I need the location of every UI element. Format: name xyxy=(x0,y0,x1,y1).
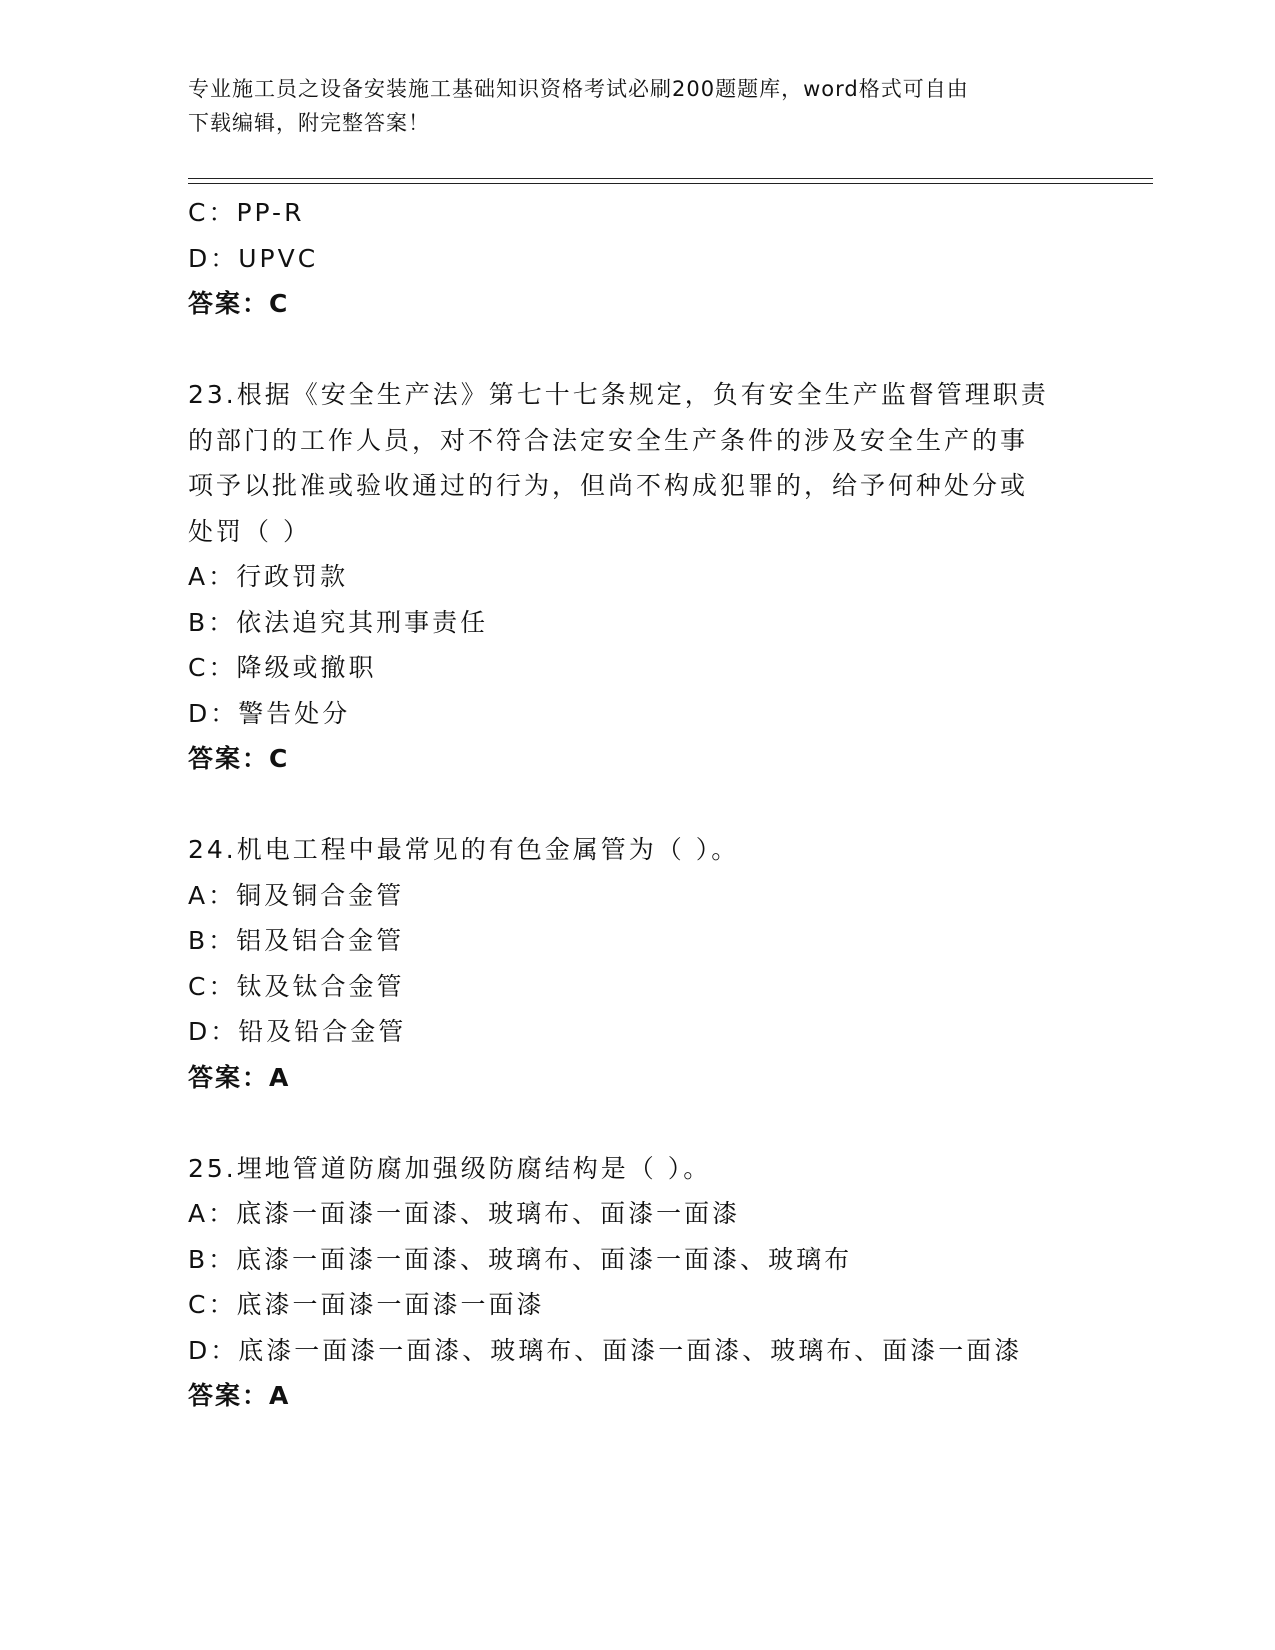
previous-question-tail xyxy=(188,190,1088,327)
answer-label: 答案：C xyxy=(188,289,290,318)
header-line: 专业施工员之设备安装施工基础知识资格考试必刷200题题库，word格式可自由 xyxy=(188,77,969,101)
option-c: C：钛及钛合金管 xyxy=(188,971,405,1001)
answer-label: 答案：A xyxy=(188,1062,291,1092)
option-d: D：UPVC xyxy=(188,243,319,273)
option-c: C：PP-R xyxy=(188,198,305,227)
header-divider xyxy=(188,178,1153,179)
question-25 xyxy=(188,1146,1088,1419)
question-23 xyxy=(188,372,1088,782)
question-text: 24.机电工程中最常见的有色金属管为（ ）。 xyxy=(188,835,740,864)
answer-label: 答案：A xyxy=(188,1381,291,1410)
answer-label: 答案：C xyxy=(188,744,290,773)
option-b: B：底漆一面漆一面漆、玻璃布、面漆一面漆、玻璃布 xyxy=(188,1244,853,1274)
question-text: 项予以批准或验收通过的行为，但尚不构成犯罪的，给予何种处分或 xyxy=(188,471,1029,500)
question-text: 25.埋地管道防腐加强级防腐结构是（ ）。 xyxy=(188,1153,712,1183)
option-d: D：警告处分 xyxy=(188,698,351,728)
option-d: D：底漆一面漆一面漆、玻璃布、面漆一面漆、玻璃布、面漆一面漆 xyxy=(188,1335,1023,1365)
question-text: 的部门的工作人员，对不符合法定安全生产条件的涉及安全生产的事 xyxy=(188,425,1029,455)
option-a: A：铜及铜合金管 xyxy=(188,880,405,910)
question-text: 23.根据《安全生产法》第七十七条规定，负有安全生产监督管理职责 xyxy=(188,380,1049,409)
option-c: C：底漆一面漆一面漆一面漆 xyxy=(188,1290,545,1319)
header-line: 下载编辑，附完整答案！ xyxy=(188,111,430,135)
question-content xyxy=(188,190,1088,1419)
option-b: B：依法追究其刑事责任 xyxy=(188,607,489,637)
question-text: 处罚（ ） xyxy=(188,516,311,546)
option-a: A：底漆一面漆一面漆、玻璃布、面漆一面漆 xyxy=(188,1199,741,1228)
question-24 xyxy=(188,827,1088,1100)
option-b: B：铝及铝合金管 xyxy=(188,926,405,955)
option-c: C：降级或撤职 xyxy=(188,653,377,682)
document-header xyxy=(188,72,1088,140)
header-divider xyxy=(188,183,1153,184)
option-a: A：行政罚款 xyxy=(188,562,349,591)
option-d: D：铅及铅合金管 xyxy=(188,1017,407,1046)
